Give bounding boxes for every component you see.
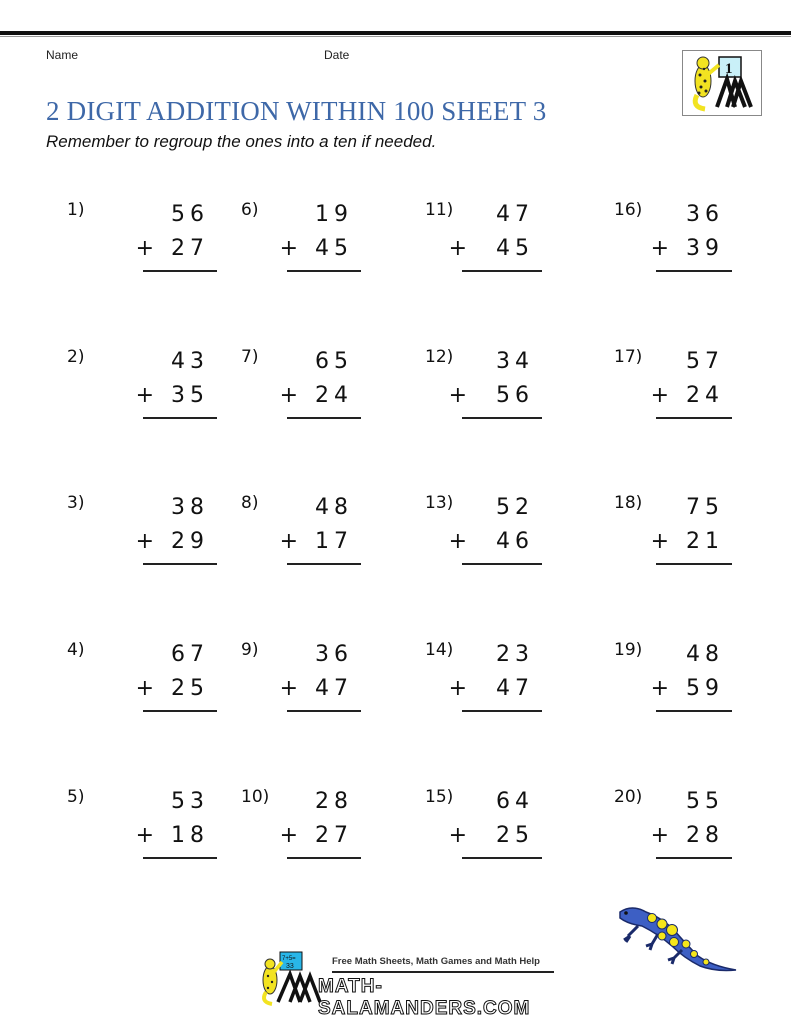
problem-4 bbox=[67, 640, 217, 720]
addend-top: 52 bbox=[496, 495, 534, 520]
addend-top: 36 bbox=[686, 202, 724, 227]
answer-line[interactable] bbox=[287, 710, 361, 712]
answer-line[interactable] bbox=[143, 710, 217, 712]
answer-line[interactable] bbox=[462, 270, 542, 272]
answer-line[interactable] bbox=[656, 270, 732, 272]
addend-bottom: + 56 bbox=[448, 383, 534, 408]
footer-site-name[interactable]: MATH-SALAMANDERS.COM bbox=[318, 976, 531, 1019]
addend-top: 75 bbox=[686, 495, 724, 520]
addend-top: 53 bbox=[171, 789, 209, 814]
problem-number: 3) bbox=[67, 493, 85, 513]
footer-tagline: Free Math Sheets, Math Games and Math Help bbox=[332, 956, 540, 967]
date-label: Date bbox=[324, 48, 350, 62]
addend-bottom: + 17 bbox=[279, 529, 353, 554]
problem-12 bbox=[425, 347, 542, 427]
salamander-teacher-logo bbox=[682, 50, 762, 116]
addend-top: 57 bbox=[686, 349, 724, 374]
answer-line[interactable] bbox=[656, 710, 732, 712]
answer-line[interactable] bbox=[462, 857, 542, 859]
answer-line[interactable] bbox=[462, 710, 542, 712]
problem-19 bbox=[614, 640, 732, 720]
problem-number: 11) bbox=[425, 200, 454, 220]
answer-line[interactable] bbox=[656, 563, 732, 565]
addend-top: 48 bbox=[315, 495, 353, 520]
addend-bottom: + 24 bbox=[279, 383, 353, 408]
worksheet-title: 2 DIGIT ADDITION WITHIN 100 SHEET 3 bbox=[46, 96, 547, 126]
addend-bottom: + 45 bbox=[279, 236, 353, 261]
problem-number: 10) bbox=[241, 787, 270, 807]
addend-bottom: + 27 bbox=[135, 236, 209, 261]
blue-salamander-illustration bbox=[612, 900, 742, 980]
problem-number: 1) bbox=[67, 200, 85, 220]
addend-bottom: + 21 bbox=[650, 529, 724, 554]
addend-bottom: + 47 bbox=[279, 676, 353, 701]
problem-5 bbox=[67, 787, 217, 867]
top-border-rule bbox=[0, 31, 791, 35]
addend-bottom: + 25 bbox=[135, 676, 209, 701]
addend-bottom: + 46 bbox=[448, 529, 534, 554]
problem-number: 20) bbox=[614, 787, 643, 807]
svg-text:7+5=: 7+5= bbox=[282, 956, 296, 962]
addend-bottom: + 47 bbox=[448, 676, 534, 701]
problem-16 bbox=[614, 200, 732, 280]
footer-divider bbox=[332, 971, 554, 973]
answer-line[interactable] bbox=[143, 270, 217, 272]
svg-text:33: 33 bbox=[286, 963, 294, 970]
problem-20 bbox=[614, 787, 732, 867]
answer-line[interactable] bbox=[656, 857, 732, 859]
addend-top: 67 bbox=[171, 642, 209, 667]
problem-14 bbox=[425, 640, 542, 720]
addend-top: 47 bbox=[496, 202, 534, 227]
answer-line[interactable] bbox=[287, 417, 361, 419]
name-label: Name bbox=[46, 48, 79, 62]
problem-10 bbox=[241, 787, 361, 867]
addend-bottom: + 28 bbox=[650, 823, 724, 848]
addend-top: 64 bbox=[496, 789, 534, 814]
problem-number: 16) bbox=[614, 200, 643, 220]
problem-number: 18) bbox=[614, 493, 643, 513]
problem-number: 4) bbox=[67, 640, 85, 660]
problem-8 bbox=[241, 493, 361, 573]
answer-line[interactable] bbox=[143, 857, 217, 859]
salamander-icon bbox=[612, 900, 742, 980]
problem-2 bbox=[67, 347, 217, 427]
problem-number: 8) bbox=[241, 493, 259, 513]
answer-line[interactable] bbox=[462, 563, 542, 565]
problem-6 bbox=[241, 200, 361, 280]
problem-number: 7) bbox=[241, 347, 259, 367]
answer-line[interactable] bbox=[143, 417, 217, 419]
problem-1 bbox=[67, 200, 217, 280]
problem-17 bbox=[614, 347, 732, 427]
problem-18 bbox=[614, 493, 732, 573]
problem-number: 14) bbox=[425, 640, 454, 660]
answer-line[interactable] bbox=[287, 857, 361, 859]
problem-number: 5) bbox=[67, 787, 85, 807]
addend-top: 38 bbox=[171, 495, 209, 520]
addend-bottom: + 45 bbox=[448, 236, 534, 261]
addend-top: 48 bbox=[686, 642, 724, 667]
addend-top: 23 bbox=[496, 642, 534, 667]
answer-line[interactable] bbox=[287, 270, 361, 272]
problem-number: 13) bbox=[425, 493, 454, 513]
addend-bottom: + 24 bbox=[650, 383, 724, 408]
footer-logo bbox=[256, 950, 556, 1019]
addend-top: 28 bbox=[315, 789, 353, 814]
logo-badge-number: 1 bbox=[725, 61, 733, 77]
addend-bottom: + 25 bbox=[448, 823, 534, 848]
problem-number: 12) bbox=[425, 347, 454, 367]
problem-number: 19) bbox=[614, 640, 643, 660]
problem-number: 6) bbox=[241, 200, 259, 220]
answer-line[interactable] bbox=[143, 563, 217, 565]
top-border-rule-thin bbox=[0, 36, 791, 37]
addend-top: 19 bbox=[315, 202, 353, 227]
addend-top: 34 bbox=[496, 349, 534, 374]
addend-bottom: + 59 bbox=[650, 676, 724, 701]
addend-bottom: + 29 bbox=[135, 529, 209, 554]
addend-bottom: + 35 bbox=[135, 383, 209, 408]
problem-7 bbox=[241, 347, 361, 427]
problem-number: 9) bbox=[241, 640, 259, 660]
addend-top: 43 bbox=[171, 349, 209, 374]
problem-number: 15) bbox=[425, 787, 454, 807]
problem-9 bbox=[241, 640, 361, 720]
addend-top: 56 bbox=[171, 202, 209, 227]
answer-line[interactable] bbox=[656, 417, 732, 419]
problem-number: 2) bbox=[67, 347, 85, 367]
answer-line[interactable] bbox=[462, 417, 542, 419]
teacher-salamander-icon bbox=[683, 51, 761, 115]
addend-bottom: + 18 bbox=[135, 823, 209, 848]
addend-top: 36 bbox=[315, 642, 353, 667]
worksheet-instructions: Remember to regroup the ones into a ten if needed. bbox=[46, 132, 437, 151]
problem-11 bbox=[425, 200, 542, 280]
problem-number: 17) bbox=[614, 347, 643, 367]
addend-top: 65 bbox=[315, 349, 353, 374]
problem-3 bbox=[67, 493, 217, 573]
problem-15 bbox=[425, 787, 542, 867]
addend-top: 55 bbox=[686, 789, 724, 814]
addend-bottom: + 27 bbox=[279, 823, 353, 848]
answer-line[interactable] bbox=[287, 563, 361, 565]
addend-bottom: + 39 bbox=[650, 236, 724, 261]
problem-13 bbox=[425, 493, 542, 573]
